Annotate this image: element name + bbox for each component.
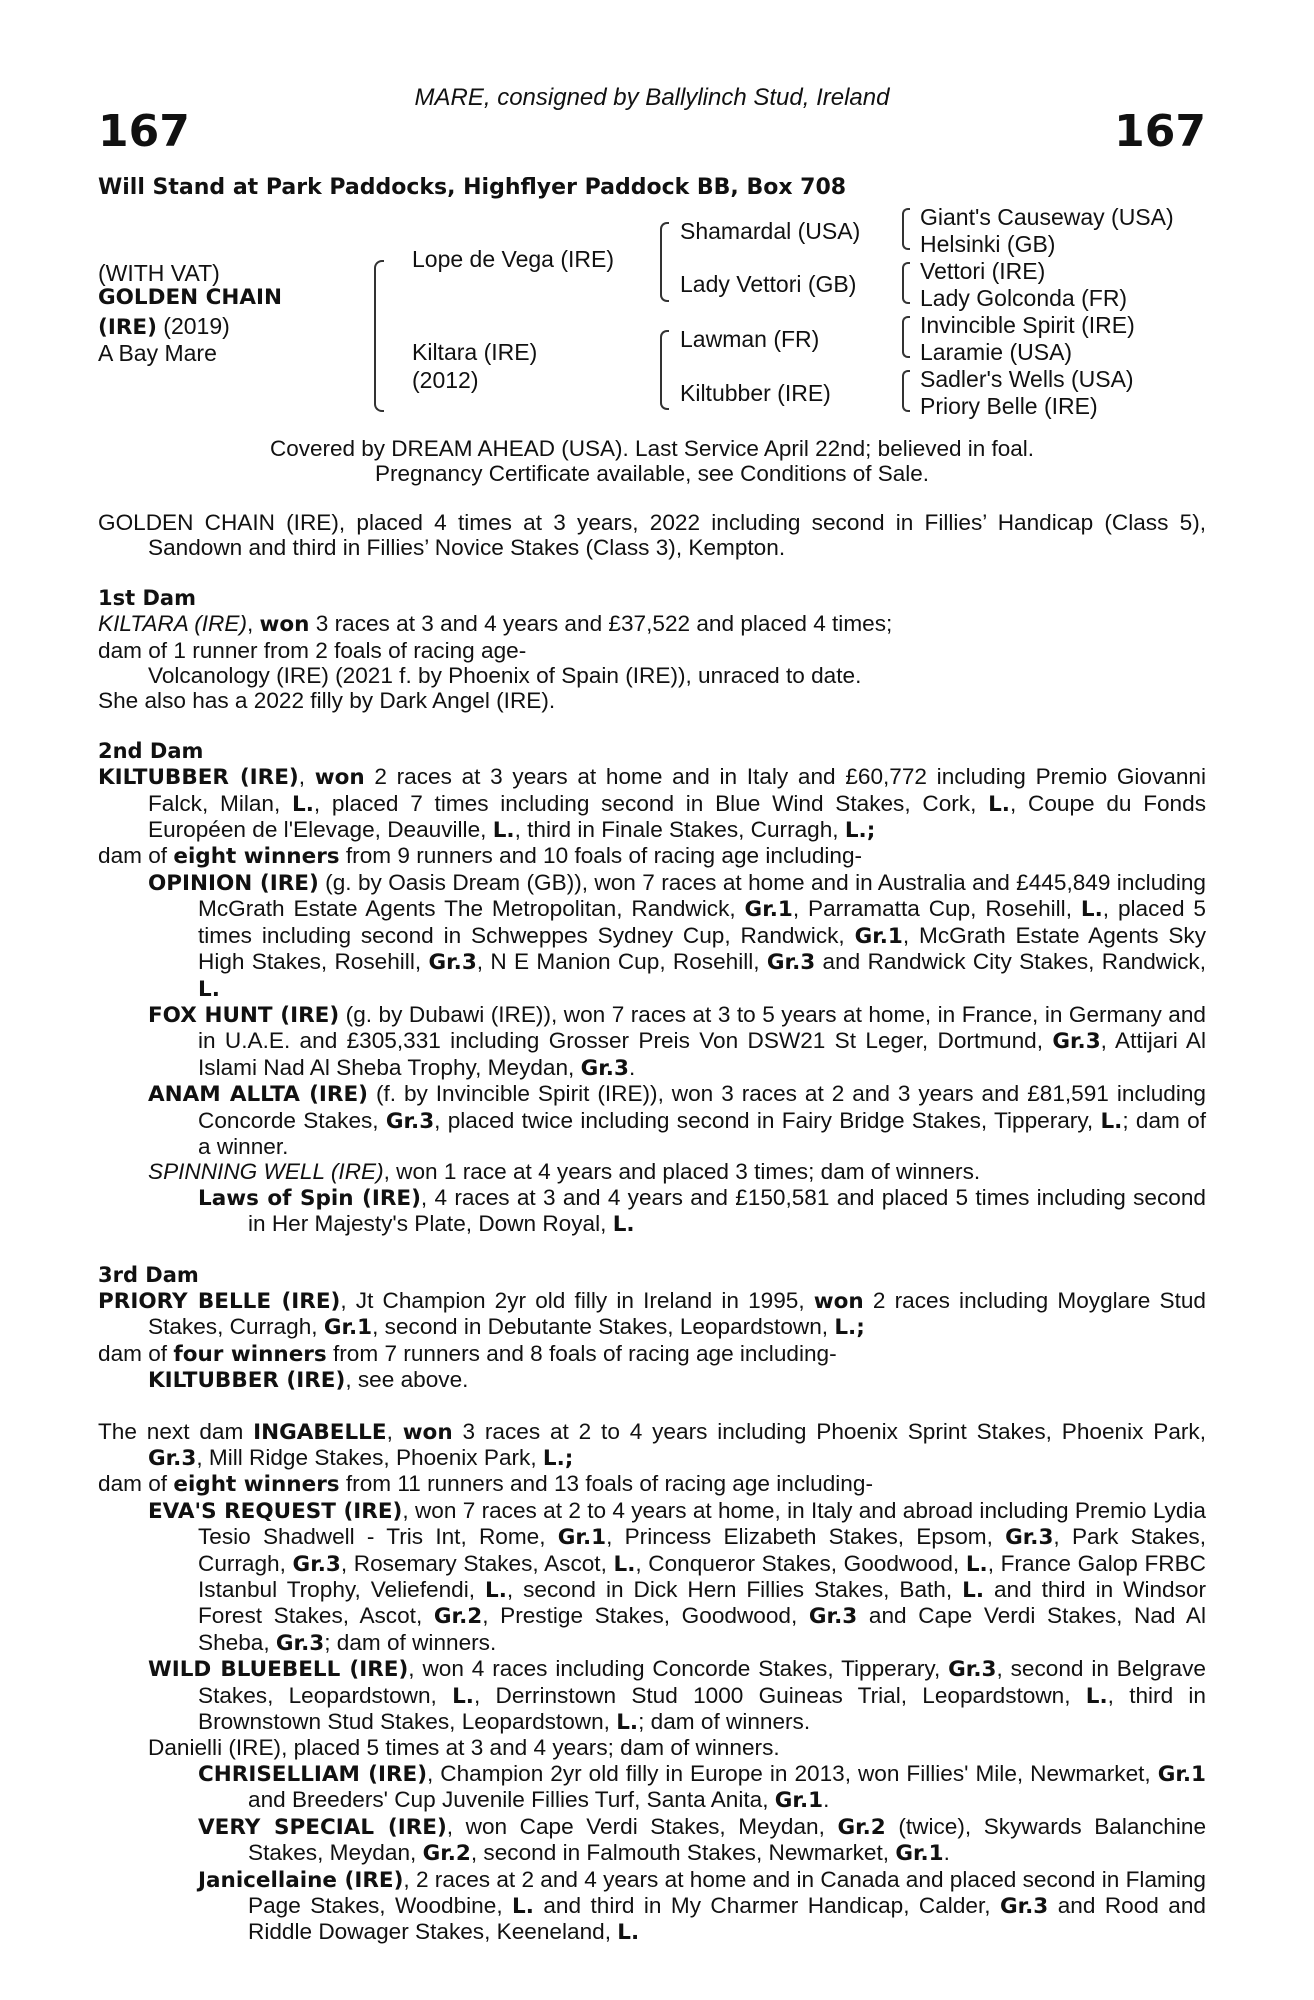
bold-text: won [813,1288,864,1314]
body-text: , second in Debutante Stakes, Leopardstown, [372,1314,835,1340]
third-dam-record [98,1288,1206,1341]
bold-text: Gr.3 [808,1604,858,1630]
bold-text: Gr.3 [766,950,816,976]
body-text: , see above. [345,1367,469,1393]
body-text: (twice), Skywards Balanchine Stakes, Meydan, [248,1813,1207,1866]
bold-text: L. [512,1893,534,1919]
bold-text: Gr.3 [148,1446,197,1471]
bold-text: L. [613,1551,636,1577]
body-text: , 2 races at 2 and 4 years at home and in Canada and placed second in Flaming Page Stakes, Woodbine, [248,1866,1206,1918]
body-text: , France Galop FRBC Istanbul Trophy, Veliefendi, [198,1550,1206,1603]
produce-evas-request [98,1498,1206,1656]
body-text: from 11 runners and 13 foals of racing age including- [339,1471,873,1497]
bold-text: Gr.3 [948,1657,997,1683]
bold-text: L. [988,791,1010,817]
bold-text: Gr.3 [275,1630,325,1656]
brace-g3-4 [902,370,910,412]
bold-text: L. [1085,1683,1108,1709]
bold-text: EVA'S REQUEST (IRE) [148,1498,403,1524]
bold-text: OPINION (IRE) [148,870,319,896]
brace-sire [660,222,669,302]
stand-location: Will Stand at Park Paddocks, Highflyer Paddock BB, Box 708 [98,175,847,200]
bold-text: KILTUBBER (IRE) [148,1368,346,1394]
next-dam-record: The next dam INGABELLE, won 3 races at 2 to 4 years including Phoenix Sprint Stakes, Phoenix Park, Gr.3, Mill Ridge Stakes, Phoenix Park, L.; [98,1418,1206,1471]
intro-paragraph: GOLDEN CHAIN (IRE), placed 4 times at 3 years, 2022 including second in Fillies’ Handicap (Class 5), Sandown and third in Fillies’ Novice Stakes (Class 3), Kempton. [98,510,1206,561]
bold-text: L. [452,1683,474,1709]
vat-label: (WITH VAT) [98,260,220,286]
produce-kiltubber [98,1367,1206,1393]
bold-text: won [314,765,365,791]
bold-text: Gr.2 [433,1604,483,1630]
italic-name: SPINNING WELL (IRE) [148,1159,384,1185]
bold-text: Gr.3 [999,1893,1049,1919]
bold-text: Gr.1 [854,923,903,949]
bold-text: eight winners [173,1472,340,1498]
body-text: , N E Manion Cup, Rosehill, [476,949,767,975]
bold-text: L. [965,1551,988,1577]
consignor-line: MARE, consigned by Ballylinch Stud, Ireland [414,84,890,111]
body-text: (g. by Oasis Dream (GB)), won 7 races at home and in Australia and £445,849 including McGrath Estate Agents The Metropolitan, Randwick, [198,869,1206,922]
body-text: (f. by Invincible Spirit (IRE)), won 3 races at 2 and 3 years and £81,591 including Concorde Stakes, [198,1081,1206,1133]
bold-text: Gr.1 [895,1841,944,1867]
bold-text: Gr.2 [837,1814,886,1840]
bold-text: Laws of Spin (IRE) [198,1185,421,1211]
bold-text: L.; [834,1315,865,1341]
first-dam-produce: dam of 1 runner from 2 foals of racing age- [98,637,527,663]
produce-wild-bluebell [98,1656,1206,1735]
produce-spinning-well [98,1159,1206,1184]
sire: Lope de Vega (IRE) [412,246,615,272]
produce-fox-hunt: FOX HUNT (IRE) (g. by Dubawi (IRE)), won 7 races at 3 to 5 years at home, in France, in Germany and in U.A.E. and £305,331 including Grosser Preis Von DSW21 St Leger, Dortmund, Gr.3, Attijari Al Islami Nad Al Sheba Trophy, Meydan, Gr.3. [148,1001,1207,1081]
first-dam-record: KILTARA (IRE), won 3 races at 3 and 4 years and £37,522 and placed 4 times; [98,611,893,638]
bold-text: Gr.3 [580,1055,629,1081]
body-text: , second in Falmouth Stakes, Newmarket, [470,1840,896,1866]
bold-text: eight winners [173,844,340,870]
bold-text: L.; [844,818,876,844]
dam-line2: (2012) [412,367,479,393]
body-text: , third in Finale Stakes, Curragh, [514,817,845,843]
body-text: , 4 races at 3 and 4 years and £150,581 and placed 5 times including second in Her Majesty's Plate, Down Royal, [248,1184,1206,1237]
body-text: , Coupe du Fonds Européen de l'Elevage, Deauville, [148,790,1206,843]
body-text: , Jt Champion 2yr old filly in Ireland in 1995, [340,1287,814,1313]
brace-g3-3 [902,316,910,358]
gen3-1: Giant's Causeway (USA) [920,204,1174,230]
body-text: and Breeders' Cup Juvenile Fillies Turf, Santa Anita, [248,1787,775,1813]
next-dam-produce [98,1471,1206,1497]
catalogue-body [98,510,1206,1946]
dam-line1: Kiltara (IRE) [412,339,538,365]
catalogue-page [98,0,1206,2000]
brace-g3-2 [902,262,910,304]
body-text: , won Cape Verdi Stakes, Meydan, [446,1813,838,1839]
horse-description: A Bay Mare [98,340,217,366]
third-dam-produce [98,1341,1206,1367]
italic-name: KILTARA (IRE) [98,611,247,637]
body-text: ; dam of a winner. [198,1107,1206,1159]
bold-text: Gr.3 [1052,1029,1101,1055]
bold-text: Gr.3 [385,1108,435,1134]
bold-text: KILTUBBER (IRE) [98,765,299,791]
bold-text: L. [292,791,314,817]
body-text: , placed twice including second in Fairy Bridge Stakes, Tipperary, [434,1107,1101,1133]
bold-text: L.; [542,1446,574,1471]
body-text: 2 races including Moyglare Stud Stakes, Curragh, [148,1287,1206,1340]
body-text: dam of [98,843,174,869]
body-text: , second in Belgrave Stakes, Leopardstown, [198,1656,1206,1708]
gen3-5: Invincible Spirit (IRE) [920,312,1135,338]
body-text: from 9 runners and 10 foals of racing age including- [339,843,863,869]
bold-text: INGABELLE [253,1419,387,1445]
gen3-6: Laramie (USA) [920,339,1073,365]
gen3-4: Lady Golconda (FR) [920,285,1128,311]
body-text: ; dam of winners. [324,1629,497,1655]
first-dam-also: She also has a 2022 filly by Dark Angel (IRE). [98,688,556,714]
bold-text: L. [198,976,220,1002]
body-text: , placed 5 times including second in Schweppes Sydney Cup, Randwick, [198,896,1206,948]
gen3-7: Sadler's Wells (USA) [920,366,1134,392]
bold-text: Gr.1 [323,1315,373,1341]
bold-text: L. [962,1578,985,1604]
body-text: , Champion 2yr old filly in Europe in 2013, won Fillies' Mile, Newmarket, [427,1760,1158,1786]
gen3-8: Priory Belle (IRE) [920,393,1098,419]
body-text: and third in My Charmer Handicap, Calder, [533,1892,1000,1918]
body-text: , Parramatta Cup, Rosehill, [792,896,1081,922]
covering-line2: Pregnancy Certificate available, see Conditions of Sale. [374,461,930,486]
body-text: ; dam of winners. [638,1709,811,1735]
dam-dam: Kiltubber (IRE) [680,380,831,406]
dam-sire: Lawman (FR) [680,326,820,352]
bold-text: L. [617,1920,640,1946]
body-text: , Rosemary Stakes, Ascot, [340,1550,614,1576]
body-text: The next dam [98,1418,254,1444]
second-dam-heading: 2nd Dam [98,738,204,763]
bold-text: ANAM ALLTA (IRE) [148,1082,368,1108]
second-dam-produce [98,843,1206,869]
body-text: , Princess Elizabeth Stakes, Epsom, [606,1524,1006,1550]
bold-text: WILD BLUEBELL (IRE) [148,1657,409,1683]
gen3-2: Helsinki (GB) [920,231,1056,257]
brace-main [374,260,384,412]
horse-name-line2: (IRE) (2019) [98,313,230,340]
bold-text: Gr.3 [428,950,477,976]
bold-text: won [402,1419,453,1445]
first-dam-heading: 1st Dam [98,585,196,610]
produce-laws-of-spin [98,1185,1206,1238]
bold-text: Gr.1 [774,1788,824,1814]
produce-opinion [98,870,1206,1002]
sire-sire: Shamardal (USA) [680,218,861,244]
produce-anam-allta [98,1081,1206,1159]
bold-text: L. [1100,1108,1123,1134]
bold-text: FOX HUNT (IRE) [148,1002,340,1028]
body-text: , McGrath Estate Agents Sky High Stakes, Rosehill, [198,922,1207,975]
first-dam-foal: Volcanology (IRE) (2021 f. by Phoenix of Spain (IRE)), unraced to date. [148,663,862,689]
body-text: from 7 runners and 8 foals of racing age including- [326,1340,837,1366]
bold-text: L. [1080,897,1103,923]
covering-line1: Covered by DREAM AHEAD (USA). Last Service April 22nd; believed in foal. [269,436,1035,461]
body-text: , Mill Ridge Stakes, Phoenix Park, [196,1445,543,1470]
brace-g3-1 [902,208,910,250]
bold-text: L. [485,1578,507,1604]
gen3-3: Vettori (IRE) [920,258,1046,284]
bold-text: Gr.1 [744,897,793,923]
produce-very-special: VERY SPECIAL (IRE), won Cape Verdi Stakes, Meydan, Gr.2 (twice), Skywards Balanchine Stakes, Meydan, Gr.2, second in Falmouth Stakes, Newmarket, Gr.1. [198,1813,1207,1867]
body-text: 3 races at 2 to 4 years including Phoenix Sprint Stakes, Phoenix Park, [452,1418,1206,1444]
body-text: dam of [98,1340,174,1366]
bold-text: Gr.2 [422,1841,471,1867]
bold-text: PRIORY BELLE (IRE) [98,1288,341,1314]
body-text: , won 4 races including Concorde Stakes, Tipperary, [408,1656,949,1682]
bold-text: L. [492,818,515,844]
bold-text: Gr.1 [557,1525,607,1551]
body-text: and third in Windsor Forest Stakes, Ascot, [198,1577,1207,1629]
body-text: , placed 7 times including second in Blue Wind Stakes, Cork, [313,790,989,816]
body-text: , Attijari Al Islami Nad Al Sheba Trophy, Meydan, [198,1028,1207,1080]
bold-text: Gr.1 [1157,1761,1206,1787]
bold-text: CHRISELLIAM (IRE) [198,1761,428,1787]
produce-janicellaine [98,1867,1206,1946]
body-text: and Randwick City Stakes, Randwick, [815,949,1206,975]
bold-text: Gr.3 [1005,1525,1054,1551]
body-text: and Cape Verdi Stakes, Nad Al Sheba, [198,1603,1207,1655]
sire-dam: Lady Vettori (GB) [680,271,857,297]
second-dam-record: KILTUBBER (IRE), won 2 races at 3 years at home and in Italy and £60,772 including Premio Giovanni Falck, Milan, L., placed 7 times including second in Blue Wind Stakes, Cork, L., Coupe du Fonds Européen de l'Elevage, Deauville, L., third in Finale Stakes, Curragh, L.; [98,764,1206,844]
bold-text: Gr.3 [292,1551,341,1577]
body-text: , Park Stakes, Curragh, [198,1524,1206,1576]
lot-number-left: 167 [98,106,190,157]
bold-text: L. [616,1710,639,1736]
produce-chriselliam: CHRISELLIAM (IRE), Champion 2yr old filly in Europe in 2013, won Fillies' Mile, Newmarket, Gr.1 and Breeders' Cup Juvenile Fillies Turf, Santa Anita, Gr.1. [198,1760,1206,1814]
bold-text: L. [612,1212,635,1238]
body-text: , Derrinstown Stud 1000 Guineas Trial, Leopardstown, [473,1682,1086,1708]
body-text: 2 races at 3 years at home and in Italy and £60,772 including Premio Giovanni Falck, Milan, [148,764,1206,816]
body-text: , second in Dick Hern Fillies Stakes, Bath, [506,1577,963,1603]
body-text: and Rood and Riddle Dowager Stakes, Keeneland, [248,1892,1206,1945]
bold-text: four winners [173,1341,327,1367]
third-dam-heading: 3rd Dam [98,1262,199,1287]
horse-name: GOLDEN CHAIN [98,285,283,310]
body-text: , won 1 race at 4 years and placed 3 times; dam of winners. [383,1159,981,1185]
body-text: , won 7 races at 2 to 4 years at home, in Italy and abroad including Premio Lydia Tesio Shadwell - Tris Int, Rome, [198,1497,1206,1550]
bold-text: won [259,612,310,638]
body-text: , Conqueror Stakes, Goodwood, [635,1550,966,1576]
brace-dam [660,330,669,410]
bold-text: VERY SPECIAL (IRE) [198,1814,447,1840]
body-text: dam of [98,1471,174,1497]
lot-number-right: 167 [1114,106,1206,157]
bold-text: Janicellaine (IRE) [198,1867,404,1893]
body-text: 3 races at 3 and 4 years and £37,522 and placed 4 times; [309,611,893,637]
body-text: , third in Brownstown Stud Stakes, Leopardstown, [198,1682,1206,1735]
produce-danielli: Danielli (IRE), placed 5 times at 3 and 4 years; dam of winners. [148,1735,780,1761]
body-text: , Prestige Stakes, Goodwood, [482,1603,809,1629]
body-text: (g. by Dubawi (IRE)), won 7 races at 3 to 5 years at home, in France, in Germany and in U.A.E. and £305,331 including Grosser Preis Von DSW21 St Leger, Dortmund, [198,1001,1207,1054]
